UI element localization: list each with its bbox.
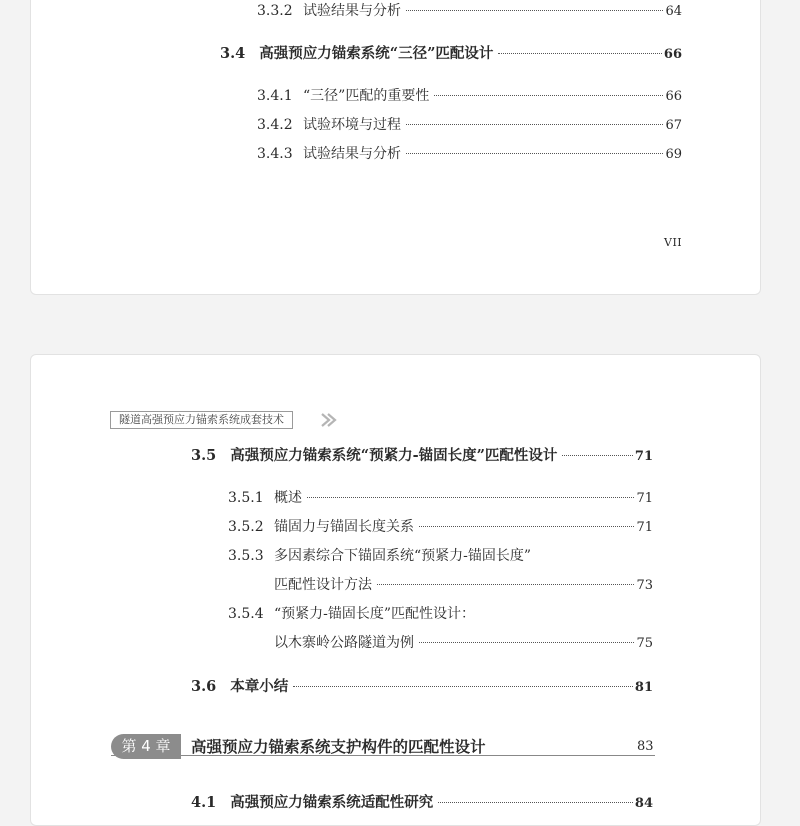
toc-entry-3-5-1[interactable]	[228, 489, 653, 508]
page-folio: VII	[664, 236, 683, 249]
entry-title: 试验结果与分析	[303, 146, 401, 162]
entry-number: 3.5.3	[228, 548, 264, 564]
leader-dots	[293, 686, 633, 687]
entry-page: 73	[636, 578, 653, 593]
entry-page: 69	[665, 147, 682, 162]
entry-page: 75	[636, 636, 653, 651]
entry-number: 3.5.2	[228, 519, 264, 535]
toc-entry-3-5-3-line2[interactable]	[274, 576, 653, 595]
leader-dots	[377, 584, 634, 585]
entry-title: 锚固力与锚固长度关系	[274, 519, 414, 535]
entry-title-continued: 匹配性设计方法	[274, 577, 372, 593]
leader-dots	[419, 526, 634, 527]
entry-title: “三径”匹配的重要性	[303, 88, 430, 104]
leader-dots	[406, 10, 663, 11]
toc-entry-3-5-4-line2[interactable]	[274, 634, 653, 653]
leader-dots	[438, 802, 633, 803]
entry-title: 高强预应力锚索系统“预紧力-锚固长度”匹配性设计	[230, 447, 558, 464]
entry-page: 81	[634, 680, 653, 695]
toc-entry-3-5-4-line1[interactable]	[228, 605, 475, 623]
entry-number: 4.1	[191, 794, 217, 811]
toc-page-lower	[30, 354, 761, 826]
leader-dots	[434, 95, 663, 96]
toc-entry-3-4-1[interactable]	[257, 87, 682, 106]
chapter-title[interactable]: 高强预应力锚索系统支护构件的匹配性设计	[191, 738, 486, 756]
toc-entry-3-3-2[interactable]	[257, 2, 682, 21]
entry-number: 3.4	[220, 45, 246, 62]
toc-entry-3-4[interactable]	[220, 45, 682, 64]
chapter-badge[interactable]: 第 4 章	[111, 734, 181, 759]
entry-title-continued: 以木寨岭公路隧道为例	[274, 635, 414, 651]
entry-title: 多因素综合下锚固系统“预紧力-锚固长度”	[274, 548, 532, 564]
leader-dots	[307, 497, 634, 498]
toc-entry-3-4-3[interactable]	[257, 145, 682, 164]
entry-title: 试验结果与分析	[303, 3, 401, 19]
leader-dots	[419, 642, 634, 643]
toc-entry-3-5[interactable]	[191, 447, 653, 466]
entry-title: 高强预应力锚索系统“三径”匹配设计	[259, 45, 494, 62]
entry-number: 3.4.1	[257, 88, 293, 104]
entry-page: 66	[663, 47, 682, 62]
chevron-right-icon	[320, 411, 340, 429]
chapter-page: 83	[637, 739, 654, 754]
entry-title: 高强预应力锚索系统适配性研究	[230, 794, 434, 811]
leader-dots	[562, 455, 632, 456]
entry-number: 3.5.4	[228, 606, 264, 622]
leader-dots	[406, 153, 663, 154]
entry-page: 67	[665, 118, 682, 133]
toc-entry-4-1[interactable]	[191, 794, 653, 813]
entry-title: 概述	[274, 490, 302, 506]
toc-entry-3-5-2[interactable]	[228, 518, 653, 537]
entry-title: 本章小结	[230, 678, 289, 695]
running-header: 隧道高强预应力锚索系统成套技术	[110, 411, 293, 429]
entry-page: 71	[636, 491, 653, 506]
toc-entry-3-5-3-line1[interactable]	[228, 547, 531, 565]
entry-page: 84	[634, 796, 653, 811]
entry-number: 3.5.1	[228, 490, 264, 506]
entry-number: 3.5	[191, 447, 217, 464]
entry-number: 3.3.2	[257, 3, 293, 19]
entry-page: 64	[665, 4, 682, 19]
entry-title: “预紧力-锚固长度”匹配性设计：	[274, 606, 476, 622]
entry-number: 3.6	[191, 678, 217, 695]
entry-page: 71	[634, 449, 653, 464]
entry-title: 试验环境与过程	[303, 117, 401, 133]
toc-entry-3-6[interactable]	[191, 678, 653, 697]
entry-page: 71	[636, 520, 653, 535]
leader-dots	[406, 124, 663, 125]
entry-number: 3.4.3	[257, 146, 293, 162]
toc-entry-3-4-2[interactable]	[257, 116, 682, 135]
leader-dots	[498, 53, 661, 54]
entry-number: 3.4.2	[257, 117, 293, 133]
entry-page: 66	[665, 89, 682, 104]
toc-page-upper	[30, 0, 761, 295]
